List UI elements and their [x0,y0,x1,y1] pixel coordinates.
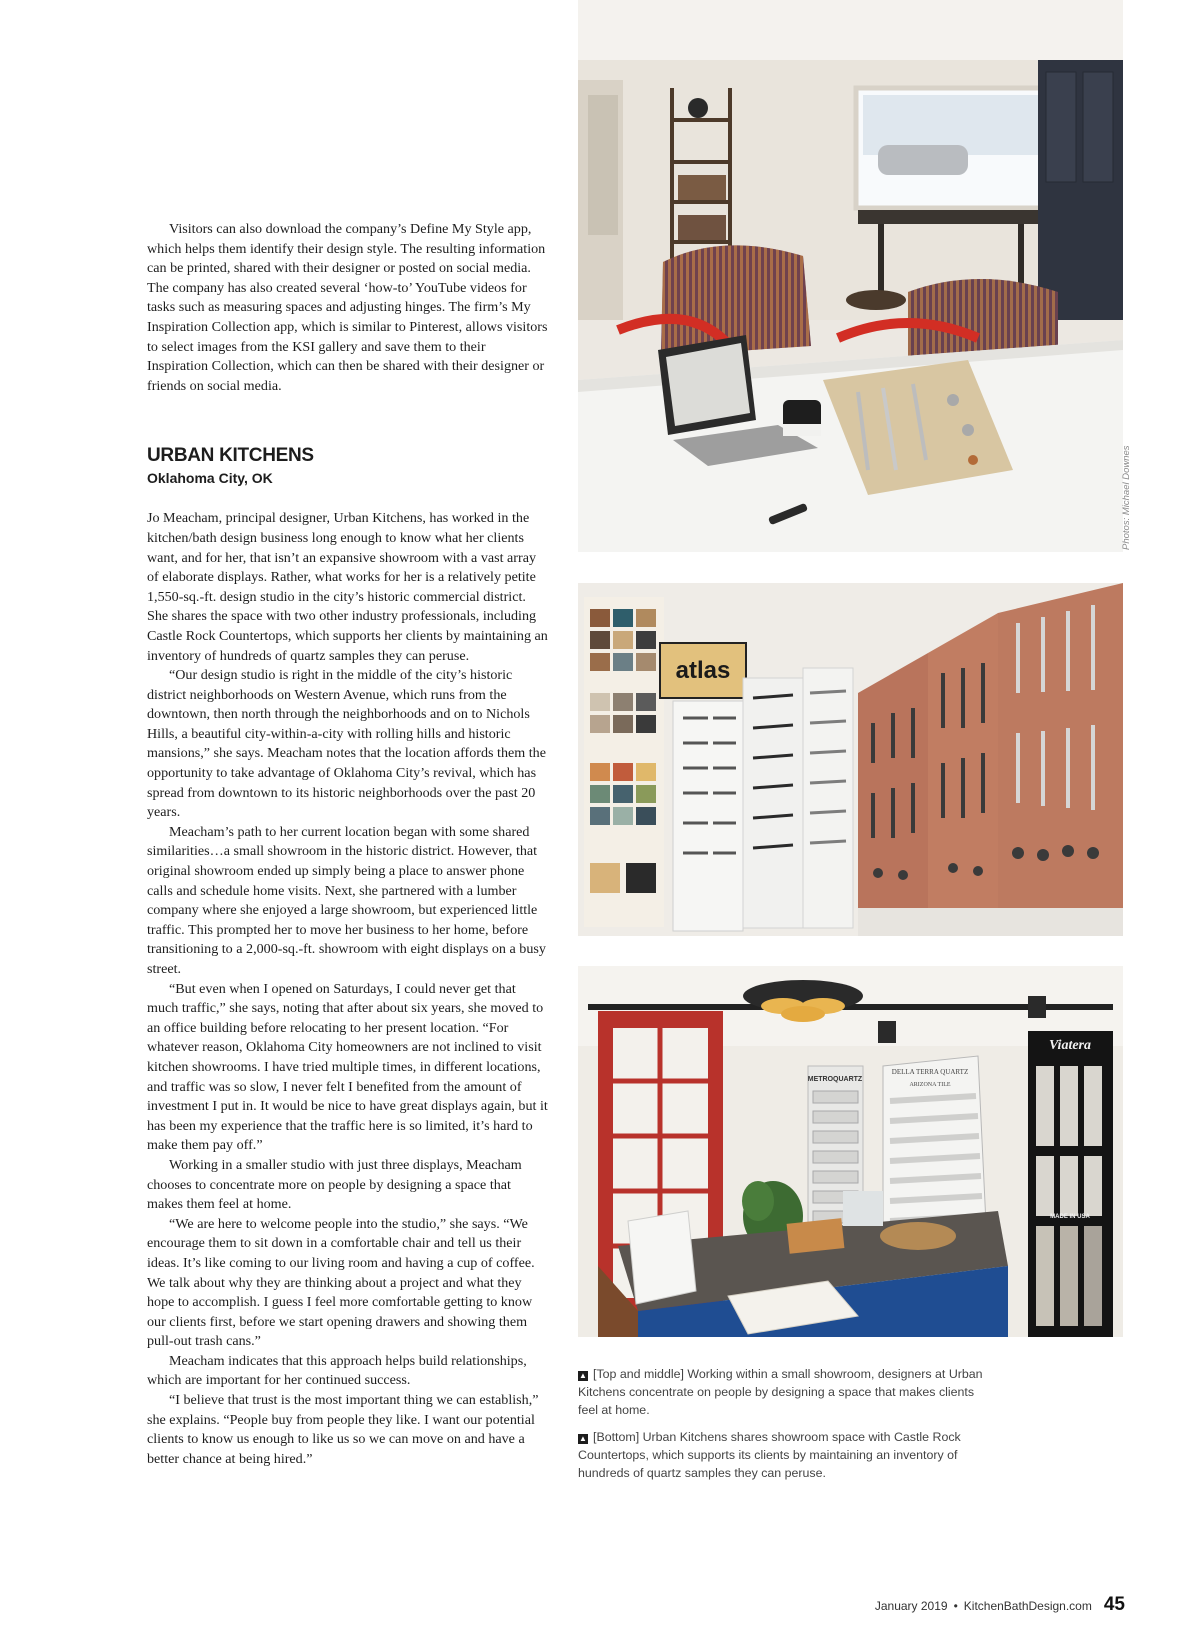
article-paragraph: Jo Meacham, principal designer, Urban Kitchens, has worked in the kitchen/bath design business long enough to know what her clients want, and for her, that isn’t an expansive showroom with a vast array of elaborate displays. Rather, what works for her is a relatively petite 1,550-sq.-ft. design studio in the city’s historic commercial district. She shares the space with two other industry professionals, including Castle Rock Countertops, which supports her clients by maintaining an inventory of hundreds of quartz samples they can peruse. [147,510,548,664]
showroom-lounge-illustration [578,0,1123,552]
caption-bottom [578,1428,988,1483]
article-body [147,509,549,1469]
article-paragraph: Working in a smaller studio with just three displays, Meacham chooses to concentrate more on people by designing a space that makes them feel at home. [147,1156,522,1213]
metroquartz-sign-text: METROQUARTZ [807,1076,863,1083]
caption-text: [Top and middle] Working within a small showroom, designers at Urban Kitchens concentrate on people by designing a space that makes clients feel at home. [578,1367,983,1418]
viatera-sign-text: Viatera [1048,1038,1092,1053]
article-paragraph: “But even when I opened on Saturdays, I could never get that much traffic,” she says, noting that after about six years, she moved to an office building before relocating to her present location. “For whatever reason, Oklahoma City homeowners are not inclined to visit kitchen showrooms. I have tried multiple times, in different locations, and traffic was so slow, I never felt I benefited from the amount of investment I put in. It would be nice to have great displays again, but it has been my experience that the traffic here is so limited, it’s hard to make them pay off.” [147,980,548,1154]
article-paragraph: “We are here to welcome people into the studio,” she says. “We encourage them to sit down in a comfortable chair and tell us their ideas. It’s like coming to our living room and having a cup of coffee. We talk about why they are thinking about a project and what they hope to accomplish. I guess I feel more comfortable getting to know our clients first, before we start opening drawers and showing them pull-out trash cans.” [147,1215,535,1350]
article-paragraph: “I believe that trust is the most important thing we can establish,” she explains. “People buy from people they like. I want our potential clients to know us enough to like us so we can move on and have a better chance at being hired.” [147,1392,539,1467]
quartz-samples-illustration [578,966,1123,1337]
page-number: 45 [1103,1594,1125,1615]
footer-separator: • [953,1599,958,1613]
intro-paragraph: Visitors can also download the company’s Define My Style app, which helps them identify their design style. The resulting information can be printed, shared with their designer or posted on social media. The company has also created several ‘how-to’ YouTube videos for tasks such as measuring spaces and adjusting hinges. The firm’s My Inspiration Collection app, which is similar to Pinterest, allows visitors to select images from the KSI gallery and save them to their Inspiration Collection, which can then be shared with their designer or friends on social media. [147,221,548,394]
atlas-sign-text: atlas [675,657,731,684]
showroom-lounge-photo [578,0,1123,552]
caption-text: [Bottom] Urban Kitchens shares showroom space with Castle Rock Countertops, which supports its clients by maintaining an inventory of hundreds of quartz samples they can peruse. [578,1429,961,1481]
photo-credit: Photos: Michael Downes [1121,445,1132,550]
footer-issue-date: January 2019 [874,1599,948,1613]
section-heading [147,445,549,487]
hardware-display-photo [578,583,1123,936]
arrow-up-icon: ▲ [579,1433,587,1443]
della-terra-sign-text: DELLA TERRA QUARTZ [891,1068,969,1076]
section-location: Oklahoma City, OK [147,470,273,487]
article-paragraph: Meacham’s path to her current location began with some shared similarities…a small showroom in the historic district. However, that original showroom ended up simply being a place to answer phone calls and schedule home visits. Next, she partnered with a lumber company where she enjoyed a large showroom, but experienced little traffic. This prompted her to move her business to her home, before transitioning to a 2,000-sq.-ft. showroom with eight displays on a busy street. [147,823,546,977]
caption-top-middle [578,1365,988,1420]
text-column [147,220,549,1469]
made-in-usa-sign-text: MADE IN USA [1050,1214,1090,1220]
arrow-up-icon: ▲ [579,1371,587,1380]
article-paragraph: Meacham indicates that this approach helps build relationships, which are important for her continued success. [147,1352,527,1389]
intro-block [147,220,549,396]
photo-captions [578,1365,988,1490]
arizona-tile-sign-text: ARIZONA TILE [909,1082,951,1088]
article-paragraph: “Our design studio is right in the middle of the city’s historic district neighborhoods on Western Avenue, which runs from the downtown, then north through the neighborhoods and on to Nichols Hills, a beautiful city-within-a-city with rolling hills and historic mansions,” she says. Meacham notes that the location affords them the opportunity to take advantage of Oklahoma City’s revival, which has spread from downtown to its historic neighborhoods over the past 20 years. [147,667,546,821]
section-title: URBAN KITCHENS [147,445,314,467]
footer-website: KitchenBathDesign.com [963,1599,1092,1613]
hardware-display-illustration [578,583,1123,936]
page-footer [860,1594,1125,1616]
quartz-samples-photo [578,966,1123,1337]
